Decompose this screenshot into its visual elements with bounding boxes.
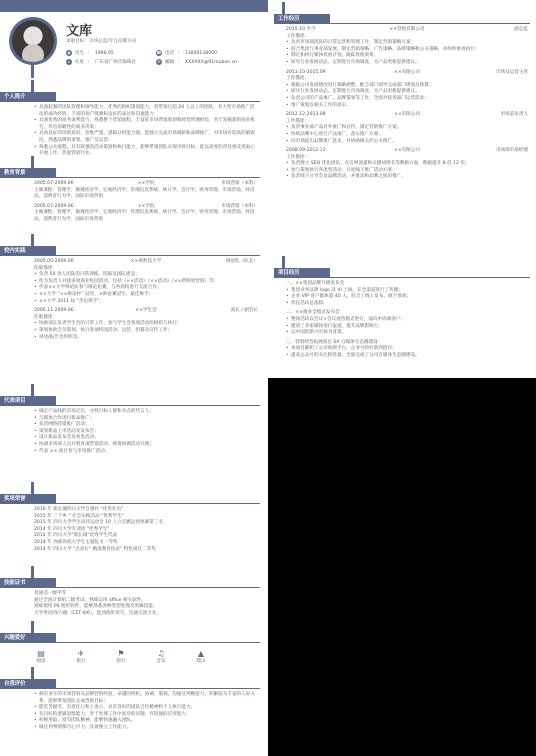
list-item: • 本项目累积了公司视频平台，企业号的拉新到留存； <box>286 346 528 353</box>
info-row-2: ⌂ 住址 ： 广东省广州市海珠区 ✉ 邮箱 ： XXXXXX@91muban.cn <box>67 59 238 65</box>
text-field: 工作描述： <box>286 118 309 124</box>
list-item: • 研究行业发展动态，定期进行市场调查，为产品更新提供建议； <box>286 89 528 96</box>
text-field: 工作描述： <box>286 154 309 160</box>
stem <box>282 256 285 268</box>
stem <box>31 566 34 578</box>
project-head: 二、××商业全模式发布会 <box>286 310 340 316</box>
phone-label: 电话 <box>165 51 175 56</box>
list-item: • 负责建立 SEO 优化团队，在官网流量和关键词排名等数据方面，数据提升 8 倍 12 倍； <box>286 161 528 168</box>
edu-major: 市场营销（本科） <box>221 203 259 209</box>
section-title: 项目经历 <box>274 268 330 278</box>
stem <box>31 667 34 679</box>
campus-label: 任职描述： <box>34 265 57 271</box>
section-title: 兴趣爱好 <box>0 633 56 643</box>
list-item: • 向市场提出品牌推广意见，并协助相关的公关推广。 <box>286 139 528 146</box>
campus-row <box>34 259 258 266</box>
award-item: 2015 年 三下乡 " 社会实践活动 "优秀学生" <box>34 513 124 519</box>
section-projects <box>268 268 536 360</box>
list-item: • 负责公司的产品推广、品牌策划等工作，全面对接各部门运营需求； <box>286 96 528 103</box>
hobby-travel <box>74 649 88 666</box>
job-intent: 求职目标：市场总监/专注品牌方向 <box>66 39 137 44</box>
section-title: 个人简介 <box>0 92 56 102</box>
text-field: ××有限公司 <box>393 69 421 75</box>
stem <box>31 482 34 494</box>
award-item: 2016 年 新长城四川大学自强社 "优秀社员" <box>34 507 124 512</box>
text-field: 2015.10 至今 <box>286 27 316 32</box>
edu-desc: 主修课程：管理学、微观经济学、宏观经济学、管理信息系统、统计学、会计学、财务管理、市场营销、经济法、消费者行为学、国际市场营销 <box>34 210 255 222</box>
text-field: 副总监 <box>514 27 529 32</box>
book-icon: ▤ <box>37 649 45 658</box>
text-field: 阅读 <box>36 659 46 664</box>
list-item: • 协调市场部人员开展各项营销活动，统筹协调活动开展； <box>34 442 258 449</box>
section-skills <box>0 578 268 617</box>
list-item: • 企业 VIP 客户群体超 40 人，结合了线上发布、线下体验； <box>286 294 528 301</box>
info-row-1: ◉ 出生 ： 1996.05 ☎ 电话 ： 13800138000 <box>67 50 217 56</box>
list-item: • 策划协助会员策划、执行各项校园活动、运营、招募及宣传工作； <box>34 328 258 335</box>
section-hobbies <box>0 633 268 666</box>
hobby-cycle <box>114 649 128 666</box>
hobby-climb <box>194 649 208 666</box>
section-title: 校内实践 <box>0 246 56 256</box>
text-field: 部长 / 副会长 <box>230 308 259 314</box>
campus-label: 任职描述： <box>34 314 57 320</box>
section-title: 教育背景 <box>0 168 56 178</box>
list-item: • ××大学 2011 届 “杰出辩手”。 <box>34 299 258 306</box>
skill-item: 熟练使用 PS 图形软件，能够熟悉各种类型处理及剪辑技能。 <box>34 604 158 610</box>
email-icon: ✉ <box>157 59 161 64</box>
list-item: • 代表 ×× 项目参与市场推广活动。 <box>34 449 258 456</box>
work-row <box>286 112 528 119</box>
mountain-icon: ▲ <box>197 649 205 658</box>
text-field: 市场前负责人 <box>500 112 529 118</box>
list-item: • 负责线下分享会及品牌活动，并推动和品牌之间的推广。 <box>286 174 528 181</box>
list-item: • 代表××大学辩论队参与辩论比赛，与各高校进行交流合作； <box>34 285 258 292</box>
email-label: 邮箱 <box>165 60 175 65</box>
text-field: 2013.10-2015.09 <box>286 69 326 75</box>
section-title: 技能证书 <box>0 578 56 588</box>
text-field: 市场部市场经理 <box>495 148 529 154</box>
list-item: • 作为负责人对接多项商业校园活动，包括《××活动》《××活动》《××新鲜度营销》等； <box>34 279 258 286</box>
edu-row <box>34 181 258 188</box>
campus-row <box>34 308 258 315</box>
skill-item: 大学英语四/六级（CET-4/6），能熟练听读写，沟通交流专业。 <box>34 610 162 616</box>
list-item: • 提高公众号的关注粉丝量，全面完成了公司自媒体生态圈建设。 <box>286 353 528 360</box>
edu-date: 2005.07-2009.06 <box>34 203 74 209</box>
location-label: 住址 <box>75 60 85 65</box>
edu-major: 市场营销（本科） <box>221 181 259 186</box>
list-item: • 能吃苦耐劳，有责任心和上进心，具有良好的团队合作精神和个人执行能力； <box>34 705 258 712</box>
edu-school: ××学院 <box>137 203 155 209</box>
birth-label: 出生 <box>75 51 85 56</box>
edu-school: ××学院 <box>137 181 155 186</box>
phone-icon: ☎ <box>156 50 162 55</box>
work-row <box>286 70 528 77</box>
avatar-stem <box>31 64 34 78</box>
top-bar <box>0 0 268 12</box>
work-row <box>286 148 528 155</box>
list-item: • 制定和执行媒体投放计划，跟踪投放效果； <box>286 53 528 60</box>
text-field: 爬山 <box>196 659 206 664</box>
text-field: ××有限公司 <box>393 148 421 154</box>
list-item: • 推广策划以相关工作的落实。 <box>286 103 528 110</box>
list-item: • 协助品牌中心进行产品推广，落实推广方案； <box>286 132 528 139</box>
phone-value: 13800138000 <box>184 50 217 56</box>
award-item: 2014 年 四川大学军训团 "优秀学生" <box>34 526 110 532</box>
list-item: • 根据公司发展情况进行战略调整，配合部门领导完成部门规划及预算； <box>286 83 528 90</box>
edu-desc: 主修课程：管理学、微观经济学、宏观经济学、管理信息系统、统计学、会计学、财务管理、市场营销、经济法、消费者行为学、国际市场营销 <box>34 187 255 200</box>
list-item: • 有良好的逻辑思维能力，善于处理工作中复杂的问题，有较强的应变能力； <box>34 712 258 719</box>
edu-date: 2005.07-2009.06 <box>34 181 74 186</box>
list-item: • 整场活动以会议+会议展营模式进行，面向中高端客户； <box>286 317 528 324</box>
list-item: • 做任何事情都尽心尽力，具备独立工作能力。 <box>34 725 258 732</box>
section-awards <box>0 494 268 553</box>
text-field: 骑行 <box>116 659 126 664</box>
list-item: • 负责网络营销推广活动； <box>34 422 258 429</box>
text-field: 市场及运营主管 <box>495 69 529 75</box>
project-head: 一、××集团品牌升级发布会 <box>286 281 345 286</box>
skill-item: 普通话一级甲等 <box>34 591 67 596</box>
section-self <box>0 679 268 732</box>
resume-page-right <box>268 0 536 378</box>
list-item: • 协助部长负责学生会的日常工作，参与学生会各项活动的组织与执行； <box>34 321 258 328</box>
skill-item: 通过全国计算机二级考试，熟练运用 office 相关软件。 <box>34 597 146 603</box>
text-field: 2006.11-2009.06 <box>34 308 74 314</box>
list-item: • 讲述/报告会组织等。 <box>34 335 258 342</box>
text-field: ××商科技大学 <box>130 259 162 264</box>
avatar-frame <box>9 17 57 65</box>
text-field: 音乐 <box>156 659 166 664</box>
hobby-music <box>154 649 168 666</box>
run-icon: ⚑ <box>117 649 125 658</box>
list-item: • 负责 50 余人团队的日常训练、选拔及团队建设； <box>34 272 258 279</box>
section-highlights <box>0 396 268 455</box>
list-item: • 熟悉公关流程，具有较强的活动策划和执行能力，能够带领团队实现市场目标，能以高度的责任感及进取心开展工作，热爱营销行业。 <box>34 145 258 158</box>
award-item: 2014 年 西部高校大学生主题征文一等奖 <box>34 539 118 545</box>
list-item: • 拥有多年的市场营销及品牌营销经验，卓越的组织、协调、策划、沟通及判断能力，积累较为丰富的人际关系，能够带领团队完成营销目标； <box>34 692 258 705</box>
list-item: • 担任活动总指挥。 <box>286 301 528 308</box>
list-item: • 策划新品上市活动及发布会； <box>34 429 258 436</box>
section-title: 代表项目 <box>0 396 56 406</box>
text-field: 2008.09-2012.12 <box>286 148 326 154</box>
birth-icon: ◉ <box>67 50 71 55</box>
stem <box>31 384 34 396</box>
list-item: • 具备优秀的商务谈判能力，熟悉整个营销流程，丰富的市场营销策划和经营管理经验，善于发掘新的商业机会，作出前瞻性的商业决策； <box>34 118 258 131</box>
stem <box>31 156 34 168</box>
list-item: • 负责市场部团队的日常运营和管理工作，制定营销策略方案； <box>286 40 528 47</box>
list-item: • 研究行业发展动态，定期进行市场调查，为产品更新提供建议。 <box>286 60 528 67</box>
text-field: ××营销有限公司 <box>389 27 425 32</box>
avatar <box>12 20 54 62</box>
work-row <box>286 27 528 34</box>
award-item: 2014 年 四川大学 "点亮行" 精准教育扶贫" 特色项目二等奖 <box>34 546 156 552</box>
list-item: • 邀请了多家媒体进行报道，提升品牌影响力； <box>286 324 528 331</box>
text-field: 辩论队（队长） <box>225 259 259 264</box>
stem <box>282 2 285 14</box>
text-field: 工作描述： <box>286 33 309 39</box>
list-item: • 设计新品发布会及各类活动； <box>34 435 258 442</box>
travel-icon: ✈ <box>77 649 85 658</box>
text-field: 旅行 <box>76 659 86 664</box>
stem <box>31 234 34 246</box>
award-item: 2015 年 四川大学学生田径运动会 10 人立定跳远团体赛第三名 <box>34 520 164 526</box>
text-field: 2005.05-2009.06 <box>34 259 74 264</box>
list-item: • 与媒体合作进行新品推广； <box>34 416 258 423</box>
list-item: • 负责事业部产品对外推广和宣传，制定营销推广方案； <box>286 125 528 132</box>
list-item: • 集团业务品牌 logo 及 VI 上线，在全渠道进行了传播； <box>286 288 528 295</box>
list-item: • 以中国的新兴市场为背景。 <box>286 330 528 337</box>
text-field: ××有限公司 <box>393 112 421 118</box>
section-work <box>268 14 536 181</box>
text-field: 2012.12-2013.08 <box>286 112 326 118</box>
list-item: • 积极进取，富有团队精神，能够快速融入团队。 <box>34 718 258 725</box>
stem <box>31 621 34 633</box>
candidate-name: 文库 <box>66 24 93 39</box>
location-icon: ⌂ <box>67 59 71 64</box>
list-item: • 确定产品线的市场定位，寻找目标人群和卖点的代言人； <box>34 409 258 416</box>
location-value: 广东省广州市海珠区 <box>94 60 137 65</box>
birth-value: 1996.05 <box>94 50 114 56</box>
section-campus <box>0 246 268 341</box>
stem <box>31 80 34 92</box>
section-education <box>0 168 268 224</box>
section-title: 自我评价 <box>0 679 56 689</box>
list-item: • 结合集团与事业部发展，制定营销策略、广告策略、品牌策略和公关策略，并组织推进执行； <box>286 47 528 54</box>
music-icon: ♫ <box>157 649 165 658</box>
section-title: 奖项荣誉 <box>0 494 56 504</box>
section-title: 工作经历 <box>274 14 330 24</box>
text-field: ××学生会 <box>135 308 157 314</box>
text-field: 工作描述： <box>286 76 309 82</box>
list-item: • 参与策划执行各类型活动，月度线下推广活动方案； <box>286 168 528 175</box>
hobby-read <box>34 649 48 666</box>
list-item: • 具备较强的团队管理和领导能力，优秀的组织策划能力，曾带领过超 20 人以上的团队，有大型市场推广活动的成功经验，丰富的客户资源和良好的表达和沟通能力； <box>34 105 258 118</box>
email-value: XXXXXX@91muban.cn <box>184 59 238 65</box>
section-intro <box>0 92 268 158</box>
project-head: 三、营销经营拓展项目 6A 自媒体生态圈建设 <box>286 339 378 345</box>
award-item: 2014 年 四川大学"新长城"优秀学生代表 <box>34 533 118 539</box>
list-item: • ××大学 “××辩论杯” 冠军，×辩论赛冠军，最佳辩手； <box>34 292 258 299</box>
list-item: • 具备良好的创新意识，思维严谨，逻辑分析能力强，能独立完成市场调研和品牌推广，对市场有较高的敏锐度，熟悉品牌的策划、推广及运营； <box>34 131 258 144</box>
